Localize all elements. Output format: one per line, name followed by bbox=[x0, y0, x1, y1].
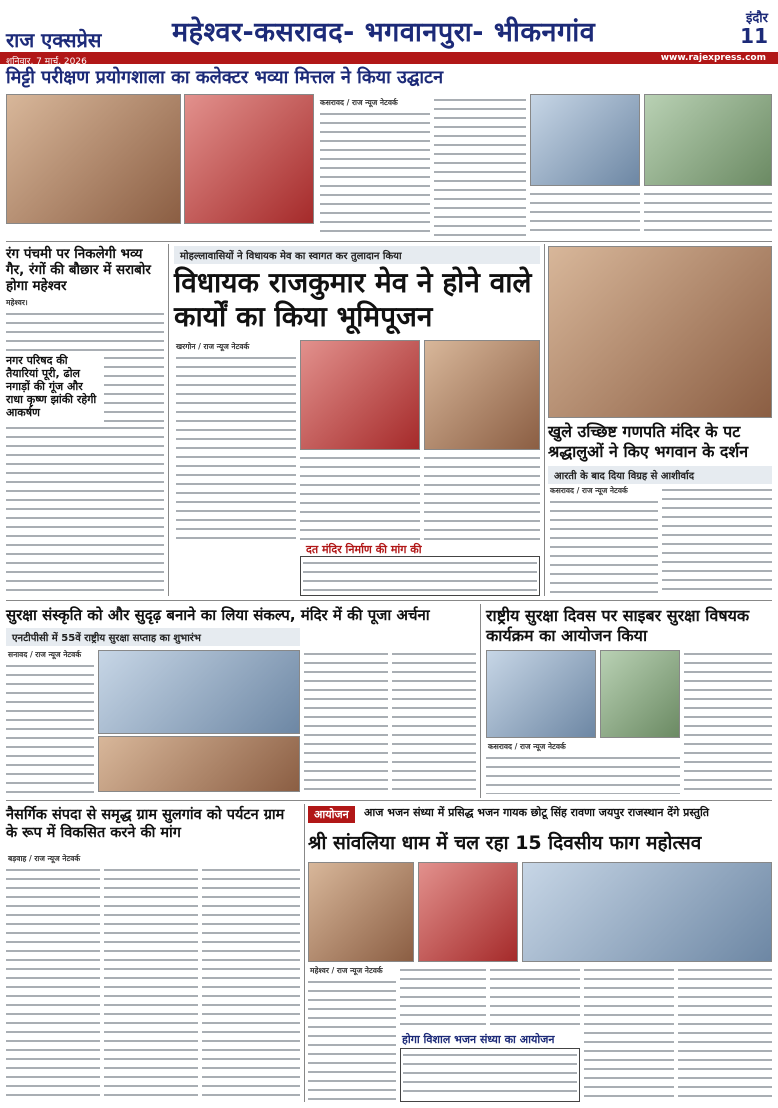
page-number: 11 bbox=[740, 24, 768, 48]
website-link[interactable]: www.rajexpress.com bbox=[660, 53, 766, 63]
story-subhead: आरती के बाद दिया विग्रह से आशीर्वाद bbox=[548, 466, 772, 484]
story-byline: खरगोन / राज न्यूज नेटवर्क bbox=[176, 342, 250, 351]
story-body-text bbox=[320, 110, 430, 238]
story-body-text bbox=[308, 978, 396, 1102]
story-headline: विधायक राजकुमार मेव ने होने वाले कार्यों का किया भूमिपूजन bbox=[174, 266, 532, 333]
story-byline: कसरावद / राज न्यूज नेटवर्क bbox=[550, 486, 628, 495]
photo-ganpati-idol bbox=[548, 246, 772, 418]
story-subhead: एनटीपीसी में 55वें राष्ट्रीय सुरक्षा सप्ताह का शुभारंभ bbox=[6, 628, 300, 646]
story-body-text bbox=[300, 454, 420, 540]
story-body-text bbox=[434, 96, 526, 238]
photo-ntpc-pledge bbox=[98, 736, 300, 792]
photo-singer bbox=[308, 862, 414, 962]
story-body-text bbox=[424, 454, 540, 540]
story-body-text bbox=[584, 966, 674, 1102]
story-headline: मिट्टी परीक्षण प्रयोगशाला का कलेक्टर भव्या मित्तल ने किया उद्घाटन bbox=[6, 67, 444, 88]
brand-logo-text: राज एक्सप्रेस bbox=[6, 28, 102, 52]
story-body-text bbox=[6, 866, 100, 1102]
photo-lab-inauguration bbox=[6, 94, 181, 224]
photo-fag-crowd bbox=[522, 862, 772, 962]
story-headline: सुरक्षा संस्कृति को और सुदृढ़ बनाने का लिया संकल्प, मंदिर में की पूजा अर्चना bbox=[6, 606, 430, 624]
story-body-text bbox=[176, 354, 296, 540]
column-divider bbox=[304, 804, 305, 1102]
photo-collector-visit bbox=[184, 94, 314, 224]
story-byline: महेश्वर। bbox=[6, 298, 28, 307]
column-divider bbox=[168, 244, 169, 596]
story-body-text bbox=[400, 1048, 580, 1102]
edition-city: इंदौर bbox=[746, 11, 768, 26]
story-body-text bbox=[6, 424, 164, 596]
story-byline: सनावद / राज न्यूज नेटवर्क bbox=[8, 650, 82, 659]
box-heading: होगा विशाल भजन संध्या का आयोजन bbox=[402, 1033, 555, 1046]
story-body-text bbox=[104, 866, 198, 1102]
story-body-text bbox=[490, 966, 580, 1030]
section-divider bbox=[6, 800, 772, 801]
section-divider bbox=[6, 241, 772, 242]
story-byline: कसरावद / राज न्यूज नेटवर्क bbox=[488, 742, 566, 751]
column-divider bbox=[480, 604, 481, 798]
story-body-text bbox=[202, 866, 300, 1102]
story-body-text bbox=[392, 650, 476, 794]
photo-mla-group bbox=[424, 340, 540, 450]
photo-farmers-group bbox=[530, 94, 640, 186]
story-body-text bbox=[400, 966, 486, 1030]
story-body-text bbox=[644, 190, 772, 238]
story-kicker: आज भजन संध्या में प्रसिद्ध भजन गायक छोटू सिंह रावणा जयपुर राजस्थान देंगे प्रस्तुति bbox=[364, 806, 710, 819]
story-body-text bbox=[104, 354, 164, 422]
story-body-text bbox=[550, 498, 658, 596]
photo-mla-bhoomipujan bbox=[300, 340, 420, 450]
story-body-text bbox=[662, 486, 772, 596]
story-body-text bbox=[6, 310, 164, 352]
story-byline: बड़वाह / राज न्यूज नेटवर्क bbox=[8, 854, 81, 863]
story-body-text bbox=[304, 650, 388, 794]
story-body-text bbox=[678, 966, 772, 1102]
photo-cyber-hall bbox=[486, 650, 596, 738]
photo-cyber-students bbox=[600, 650, 680, 738]
story-kicker: मोहल्लावासियों ने विधायक मेव का स्वागत कर तुलादान किया bbox=[174, 246, 540, 264]
column-divider bbox=[544, 244, 545, 596]
photo-fag-stage bbox=[418, 862, 518, 962]
story-pullquote: नगर परिषद की तैयारियां पूरी, ढोल नगाड़ों की गूंज और राधा कृष्ण झांकी रहेगी आकर्षण bbox=[6, 354, 97, 419]
story-body-text bbox=[6, 662, 94, 794]
box-heading: दत मंदिर निर्माण की मांग की bbox=[306, 543, 422, 556]
story-body-text bbox=[530, 190, 640, 238]
issue-date: शनिवार, 7 मार्च, 2026 bbox=[6, 57, 87, 67]
story-byline: महेश्वर / राज न्यूज नेटवर्क bbox=[310, 966, 383, 975]
story-headline: नैसर्गिक संपदा से समृद्ध ग्राम सुलगांव को पर्यटन ग्राम के रूप में विकसित करने की मांग bbox=[6, 807, 285, 841]
story-body-text bbox=[300, 556, 540, 596]
photo-officials-group bbox=[644, 94, 772, 186]
story-headline: श्री सांवलिया धाम में चल रहा 15 दिवसीय फाग महोत्सव bbox=[308, 832, 702, 854]
story-headline: राष्ट्रीय सुरक्षा दिवस पर साइबर सुरक्षा विषयक कार्यक्रम का आयोजन किया bbox=[486, 606, 750, 645]
story-body-text bbox=[486, 754, 680, 794]
section-divider bbox=[6, 600, 772, 601]
section-tag: आयोजन bbox=[308, 806, 355, 823]
photo-ntpc-pooja bbox=[98, 650, 300, 734]
page-title: महेश्वर-कसरावद- भगवानपुरा- भीकनगांव bbox=[172, 17, 596, 48]
story-headline: खुले उच्छिष्ट गणपति मंदिर के पट श्रद्धालुओं ने किए भगवान के दर्शन bbox=[548, 422, 749, 461]
story-body-text bbox=[684, 650, 772, 794]
story-byline: कसरावद / राज न्यूज नेटवर्क bbox=[320, 98, 398, 107]
story-headline: रंग पंचमी पर निकलेगी भव्य गैर, रंगों की बौछार में सराबोर होगा महेश्वर bbox=[6, 246, 151, 294]
